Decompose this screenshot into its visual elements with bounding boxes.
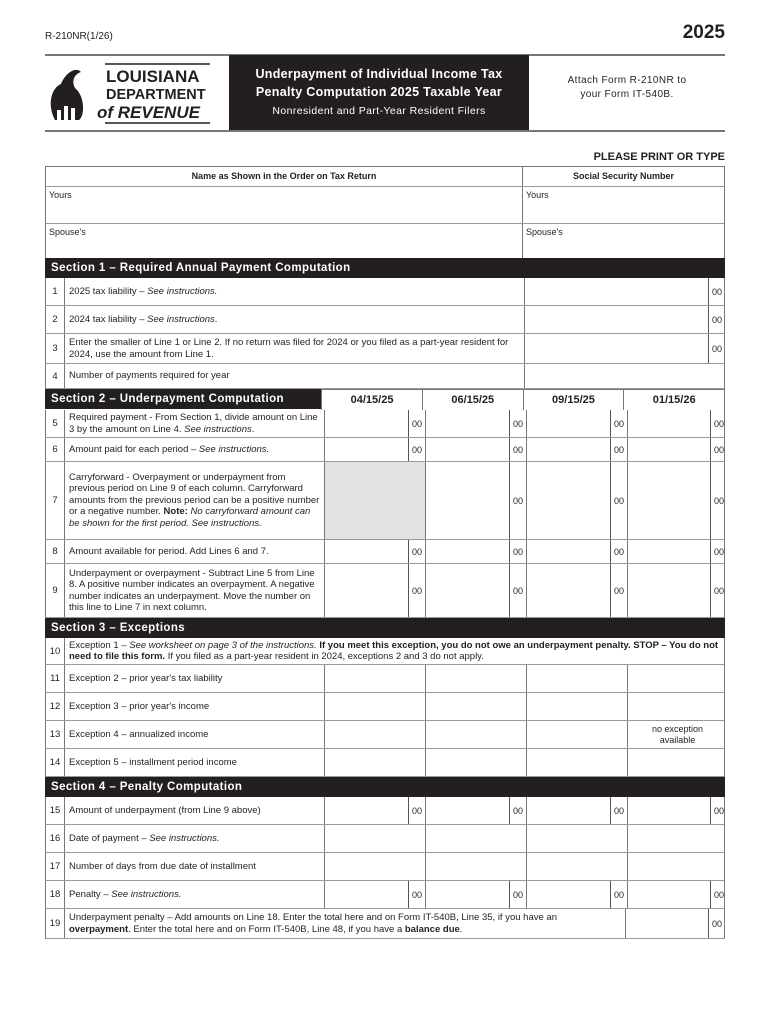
line-number: 2 [46,306,65,333]
line-12-col-4[interactable] [627,693,727,720]
line-13-col-1[interactable] [324,721,425,748]
column-date-header: 09/15/25 [523,389,624,410]
line-number: 5 [46,410,65,437]
amount-field[interactable] [628,881,710,908]
line-7-col-4[interactable] [627,462,727,539]
cents-label: 00 [708,334,725,363]
line-number: 3 [46,334,65,363]
cents-label: 00 [708,306,725,333]
ssn-header: Social Security Number [572,171,675,181]
cents-label: 00 [408,438,425,461]
computation-form [45,258,725,939]
line-5-col-4[interactable] [627,410,727,437]
line-description: 2024 tax liability – See instructions. [69,313,218,325]
amount-field[interactable] [628,540,710,563]
line-number: 15 [46,797,65,824]
amount-field[interactable] [527,797,610,824]
cents-label: 00 [710,881,727,908]
line-19-row [45,909,725,939]
print-notice: PLEASE PRINT OR TYPE [593,151,725,163]
amount-field[interactable] [426,825,526,852]
amount-field[interactable] [325,564,408,617]
amount-field[interactable] [426,853,526,880]
tax-year: 2025 [682,22,725,43]
cents-label: 00 [710,797,727,824]
line-description: Number of payments required for year [69,370,230,382]
line-17-col-2[interactable] [425,853,526,880]
line-14-col-2[interactable] [425,749,526,776]
line-14-col-4[interactable] [627,749,727,776]
line-11-col-4[interactable] [627,665,727,692]
louisiana-revenue-logo [45,60,215,126]
line-7-col-1 [324,462,425,539]
line-description: Date of payment – See instructions. [69,832,220,844]
amount-field[interactable] [527,410,610,437]
line-2-amount[interactable] [524,306,725,333]
amount-field[interactable] [525,364,725,388]
line-12-row [45,693,725,721]
line-5-col-2[interactable] [425,410,526,437]
column-date-header: 06/15/25 [422,389,523,410]
amount-field[interactable] [628,797,710,824]
form-title-box [229,55,529,130]
amount-field[interactable] [325,665,425,692]
amount-field[interactable] [628,749,727,776]
line-description: Exception 4 – annualized income [69,728,209,740]
line-1-amount[interactable] [524,278,725,305]
amount-field[interactable] [628,825,727,852]
amount-field[interactable] [527,825,627,852]
line-18-row [45,881,725,909]
line-description: Amount available for period. Add Lines 6 and 7. [69,545,269,557]
line-16-row [45,825,725,853]
cents-label: 00 [509,540,526,563]
line-4-amount[interactable] [524,364,725,388]
attach-instruction [529,74,725,102]
cents-label: 00 [710,438,727,461]
line-15-col-1[interactable] [324,797,425,824]
line-6-col-4[interactable] [627,438,727,461]
line-18-col-3[interactable] [526,881,627,908]
amount-field[interactable] [426,438,509,461]
line-description: Exception 1 – See worksheet on page 3 of the instructions. If you meet this exception, you do not owe an underpayment penalty. STOP – You do not need to file this form. If you filed as a part-year resident in 2024, exceptions 2 and 3 do not apply. [69,639,719,662]
line-14-row [45,749,725,777]
line-number: 7 [46,462,65,539]
column-date-header: 04/15/25 [321,389,422,410]
line-11-col-3[interactable] [526,665,627,692]
line-number: 6 [46,438,65,461]
line-description: 2025 tax liability – See instructions. [69,285,218,297]
amount-field[interactable] [426,693,526,720]
line-number: 1 [46,278,65,305]
amount-field[interactable] [426,797,509,824]
line-15-col-3[interactable] [526,797,627,824]
cents-label: 00 [408,881,425,908]
line-11-col-1[interactable] [324,665,425,692]
line-11-col-2[interactable] [425,665,526,692]
cents-label: 00 [708,909,725,938]
amount-field[interactable] [325,721,425,748]
amount-field[interactable] [628,665,727,692]
line-6-col-3[interactable] [526,438,627,461]
line-5-col-3[interactable] [526,410,627,437]
amount-field[interactable] [325,438,408,461]
cents-label: 00 [509,438,526,461]
line-15-col-2[interactable] [425,797,526,824]
amount-field[interactable] [527,881,610,908]
amount-field[interactable] [426,721,526,748]
cents-label: 00 [408,540,425,563]
line-9-col-1[interactable] [324,564,425,617]
cents-label: 00 [710,564,727,617]
amount-field[interactable] [325,410,408,437]
line-7-row [45,462,725,540]
line-description: Amount paid for each period – See instructions. [69,443,270,455]
cents-label: 00 [610,797,627,824]
cents-label: 00 [708,278,725,305]
amount-field[interactable] [525,334,708,363]
line-16-col-1[interactable] [324,825,425,852]
cents-label: 00 [710,540,727,563]
amount-field [325,462,425,539]
line-15-row [45,797,725,825]
line-15-col-4[interactable] [627,797,727,824]
amount-field[interactable] [527,749,627,776]
section-header [45,389,725,410]
amount-field[interactable] [525,278,708,305]
line-12-col-1[interactable] [324,693,425,720]
amount-field[interactable] [325,749,425,776]
line-8-col-1[interactable] [324,540,425,563]
line-17-col-4[interactable] [627,853,727,880]
line-number: 18 [46,881,65,908]
amount-field[interactable] [426,665,526,692]
line-description: Exception 5 – installment period income [69,756,237,768]
line-18-col-2[interactable] [425,881,526,908]
line-1-row [45,278,725,306]
svg-text:LOUISIANA: LOUISIANA [106,67,200,86]
amount-field[interactable] [626,909,708,938]
amount-field[interactable] [628,853,727,880]
line-4-row [45,364,725,389]
line-8-row [45,540,725,564]
line-5-col-1[interactable] [324,410,425,437]
section-title: Section 1 – Required Annual Payment Computation [45,258,725,278]
cents-label: 00 [408,410,425,437]
section-title: Section 4 – Penalty Computation [45,777,725,797]
cents-label: 00 [610,410,627,437]
line-description: Enter the smaller of Line 1 or Line 2. If no return was filed for 2024 or you filed as a part-year resident for 2024, use the amount from Line 1. [69,337,509,360]
line-16-col-2[interactable] [425,825,526,852]
line-number: 10 [46,638,65,664]
cents-label: 00 [610,564,627,617]
amount-field[interactable] [426,540,509,563]
amount-field[interactable] [527,665,627,692]
line-number: 12 [46,693,65,720]
line-13-row [45,721,725,749]
amount-field[interactable] [325,881,408,908]
line-2-row [45,306,725,334]
amount-field[interactable] [426,881,509,908]
amount-field[interactable] [426,410,509,437]
cents-label: 00 [710,410,727,437]
cents-label: 00 [509,797,526,824]
amount-field[interactable] [325,825,425,852]
amount-field[interactable] [325,853,425,880]
line-description: Underpayment penalty – Add amounts on Line 18. Enter the total here and on Form IT-540B, Line 35, if you have an overpayment. Enter the total here and on Form IT-540B, Line 48, if you have a balance due. [69,912,557,935]
amount-field[interactable] [527,540,610,563]
form-title-line2: Penalty Computation 2025 Taxable Year [255,85,503,99]
line-9-row [45,564,725,618]
amount-field[interactable] [628,693,727,720]
amount-field[interactable] [426,564,509,617]
line-6-col-2[interactable] [425,438,526,461]
cents-label: 00 [610,438,627,461]
line-10-row [45,638,725,665]
line-number: 11 [46,665,65,692]
line-13-col-2[interactable] [425,721,526,748]
cents-label: 00 [610,462,627,539]
line-7-col-3[interactable] [526,462,627,539]
line-9-col-3[interactable] [526,564,627,617]
line-description: Exception 3 – prior year's income [69,700,210,712]
line-number: 8 [46,540,65,563]
section-title: Section 3 – Exceptions [45,618,725,638]
line-description: Amount of underpayment (from Line 9 above) [69,804,261,816]
amount-field[interactable] [325,693,425,720]
line-3-amount[interactable] [524,334,725,363]
line-7-col-2[interactable] [425,462,526,539]
amount-field[interactable] [325,540,408,563]
cents-label: 00 [509,881,526,908]
cents-label: 00 [710,462,727,539]
line-6-col-1[interactable] [324,438,425,461]
line-description: Number of days from due date of installment [69,860,256,872]
line-description: Exception 2 – prior year's tax liability [69,672,223,684]
line-description: Carryforward - Overpayment or underpayment from previous period on Line 9 of each column. Carryforward amounts from the previous period can be a positive number or a negative number. Note: No carryforward amount can be shown for the first period. See instructions. [69,471,320,529]
line-description: Underpayment or overpayment - Subtract Line 5 from Line 8. A positive number indicates an overpayment. A negative number indicates an underpayment. Move the number on this line to Line 7 in next column. [69,567,315,613]
amount-field[interactable] [628,410,710,437]
cents-label: 00 [408,797,425,824]
cents-label: 00 [610,881,627,908]
name-yours-field[interactable]: Yours [46,187,523,223]
line-18-col-1[interactable] [324,881,425,908]
svg-text:DEPARTMENT: DEPARTMENT [106,87,206,103]
line-17-col-1[interactable] [324,853,425,880]
cents-label: 00 [509,410,526,437]
line-16-col-4[interactable] [627,825,727,852]
line-17-row [45,853,725,881]
line-5-row [45,410,725,438]
name-ssn-table [45,166,725,261]
amount-field[interactable] [628,438,710,461]
amount-field[interactable] [525,306,708,333]
name-spouse-field[interactable]: Spouse's [46,224,523,260]
amount-field[interactable] [426,462,509,539]
line-16-col-3[interactable] [526,825,627,852]
divider [45,130,725,132]
amount-field[interactable] [325,797,408,824]
form-title-line1: Underpayment of Individual Income Tax [255,67,503,81]
line-8-col-2[interactable] [425,540,526,563]
amount-field[interactable] [527,462,610,539]
line-12-col-3[interactable] [526,693,627,720]
form-subtitle: Nonresident and Part-Year Resident Filers [272,105,486,117]
line-11-row [45,665,725,693]
svg-text:of REVENUE: of REVENUE [97,103,200,122]
no-exception-note: no exception available [651,723,704,745]
line-14-col-1[interactable] [324,749,425,776]
cents-label: 00 [408,564,425,617]
line-number: 4 [46,364,65,388]
line-3-row [45,334,725,364]
attach-line2: your Form IT-540B. [580,89,674,100]
line-number: 13 [46,721,65,748]
form-id: R-210NR(1/26) [45,31,113,42]
attach-line1: Attach Form R-210NR to [567,75,687,86]
line-number: 19 [46,909,65,938]
amount-field[interactable] [527,721,627,748]
amount-field[interactable] [527,438,610,461]
line-13-col-4 [627,721,727,748]
amount-field[interactable] [527,693,627,720]
line-14-col-3[interactable] [526,749,627,776]
amount-field[interactable] [628,564,710,617]
line-description: Penalty – See instructions. [69,888,182,900]
line-8-col-4[interactable] [627,540,727,563]
line-number: 17 [46,853,65,880]
section-title: Section 2 – Underpayment Computation [45,389,321,409]
line-13-col-3[interactable] [526,721,627,748]
line-number: 9 [46,564,65,617]
line-9-col-4[interactable] [627,564,727,617]
line-19-amount[interactable] [625,909,725,938]
cents-label: 00 [610,540,627,563]
line-number: 16 [46,825,65,852]
amount-field[interactable] [527,564,610,617]
ssn-spouse-field[interactable]: Spouse's [526,227,563,237]
cents-label: 00 [509,462,526,539]
line-12-col-2[interactable] [425,693,526,720]
name-header: Name as Shown in the Order on Tax Return [46,167,523,186]
line-8-col-3[interactable] [526,540,627,563]
line-number: 14 [46,749,65,776]
line-9-col-2[interactable] [425,564,526,617]
line-17-col-3[interactable] [526,853,627,880]
line-18-col-4[interactable] [627,881,727,908]
line-description: Required payment - From Section 1, divide amount on Line 3 by the amount on Line 4. See instructions. [69,412,318,435]
amount-field[interactable] [527,853,627,880]
amount-field[interactable] [426,749,526,776]
line-6-row [45,438,725,462]
column-date-header: 01/15/26 [623,389,725,410]
cents-label: 00 [509,564,526,617]
amount-field[interactable] [628,462,710,539]
ssn-yours-field[interactable]: Yours [526,190,549,200]
